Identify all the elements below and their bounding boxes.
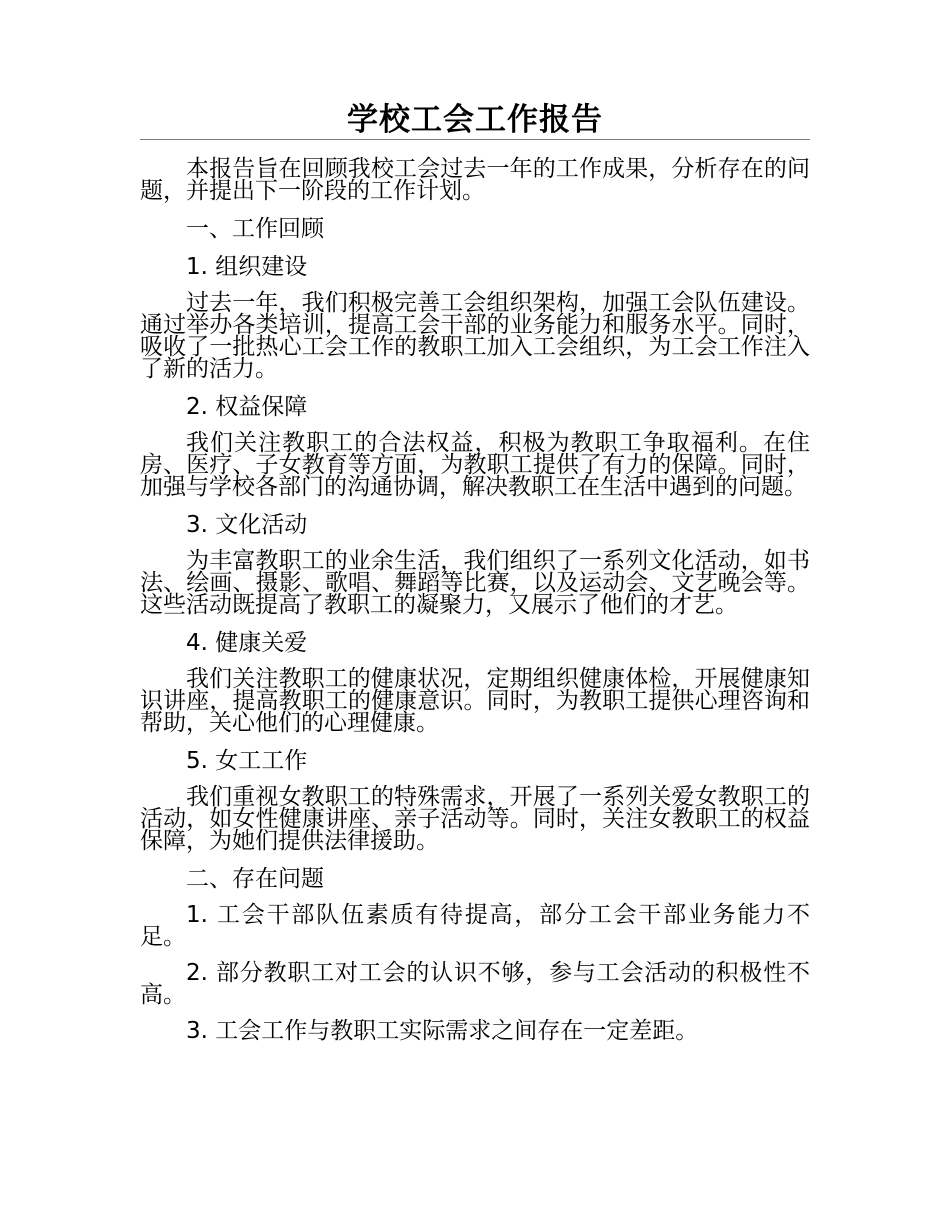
subheading-culture: 3. 文化活动 (186, 512, 308, 538)
subheading-health: 4. 健康关爱 (186, 630, 308, 656)
problem-item-1: 1. 工会干部队伍素质有待提高，部分工会干部业务能力不足。 (140, 902, 810, 950)
problem-item-2: 2. 部分教职工对工会的认识不够，参与工会活动的积极性不高。 (140, 960, 810, 1008)
section-heading-problems: 二、存在问题 (186, 866, 324, 892)
title-underline (140, 139, 810, 140)
document-body (140, 158, 810, 1042)
section-heading-work-review: 一、工作回顾 (186, 216, 324, 242)
paragraph-rights: 我们关注教职工的合法权益，积极为教职工争取福利。在住房、医疗、子女教育等方面，为教职工提供了有力的保障。同时，加强与学校各部门的沟通协调，解决教职工在生活中遇到的问题。 (140, 430, 810, 500)
paragraph-organization: 过去一年，我们积极完善工会组织架构，加强工会队伍建设。通过举办各类培训，提高工会干部的业务能力和服务水平。同时，吸收了一批热心工会工作的教职工加入工会组织，为工会工作注入了新的活力。 (140, 290, 810, 382)
problem-item-3: 3. 工会工作与教职工实际需求之间存在一定差距。 (186, 1018, 699, 1044)
subheading-women: 5. 女工工作 (186, 748, 308, 774)
document-title: 学校工会工作报告 (347, 102, 603, 138)
subheading-organization: 1. 组织建设 (186, 254, 308, 280)
intro-paragraph: 本报告旨在回顾我校工会过去一年的工作成果，分析存在的问题，并提出下一阶段的工作计划。 (140, 156, 810, 204)
paragraph-culture: 为丰富教职工的业余生活，我们组织了一系列文化活动，如书法、绘画、摄影、歌唱、舞蹈等比赛，以及运动会、文艺晚会等。这些活动既提高了教职工的凝聚力，又展示了他们的才艺。 (140, 548, 810, 618)
paragraph-health: 我们关注教职工的健康状况，定期组织健康体检，开展健康知识讲座，提高教职工的健康意识。同时，为教职工提供心理咨询和帮助，关心他们的心理健康。 (140, 666, 810, 736)
paragraph-women: 我们重视女教职工的特殊需求，开展了一系列关爱女教职工的活动，如女性健康讲座、亲子活动等。同时，关注女教职工的权益保障，为她们提供法律援助。 (140, 784, 810, 854)
subheading-rights: 2. 权益保障 (186, 394, 308, 420)
